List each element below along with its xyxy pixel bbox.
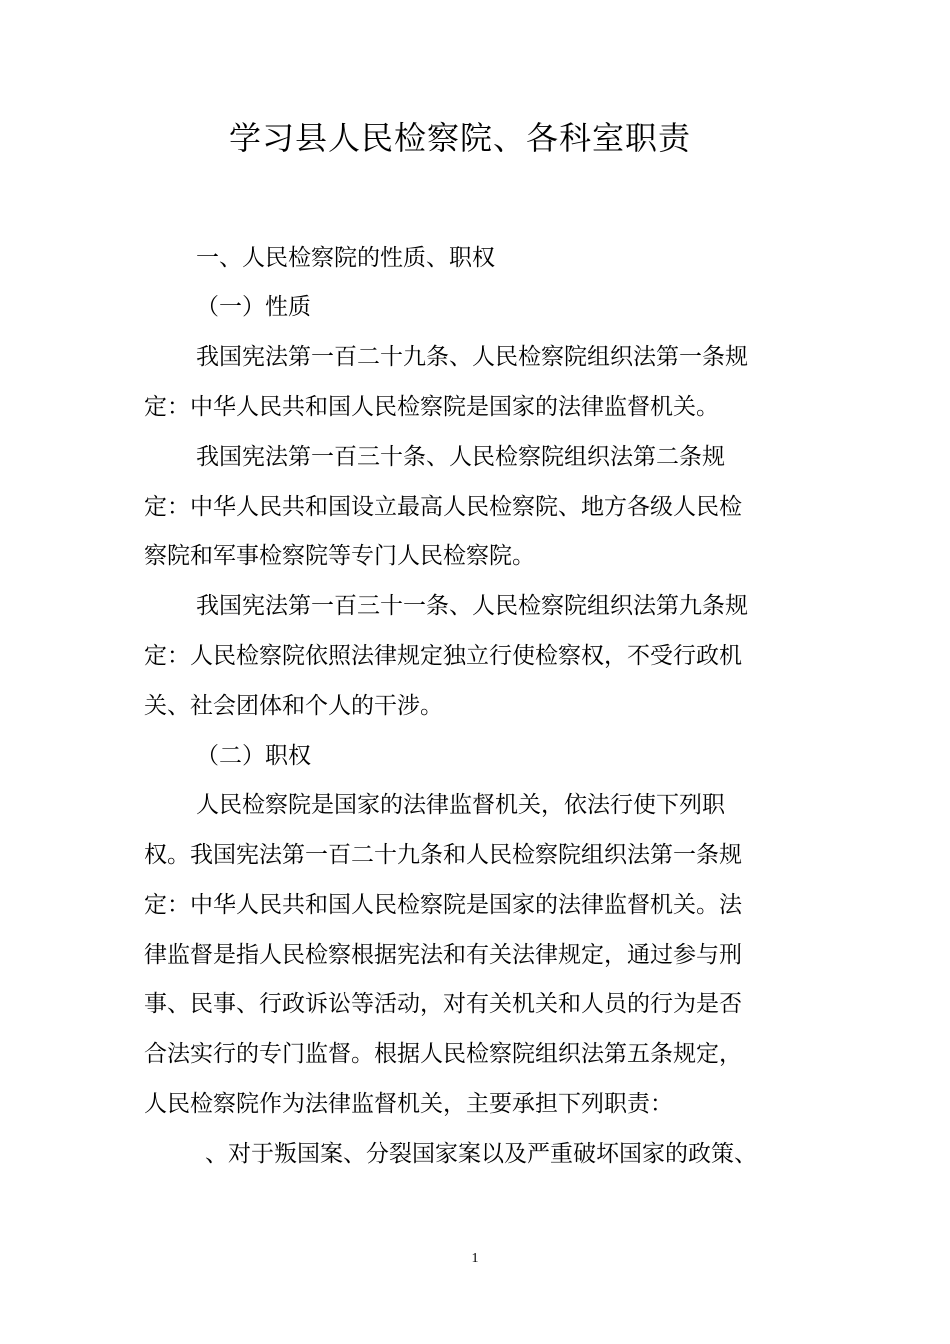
paragraph-line: 关、社会团体和个人的干涉。 [144,693,443,719]
paragraph-line: 事、民事、行政诉讼等活动，对有关机关和人员的行为是否 [144,991,742,1017]
section-heading: 一、人民检察院的性质、职权 [196,245,495,271]
paragraph-line: 定：人民检察院依照法律规定独立行使检察权，不受行政机 [144,643,742,669]
paragraph-line: 人民检察院作为法律监督机关，主要承担下列职责： [144,1091,673,1117]
paragraph-line: 定：中华人民共和国设立最高人民检察院、地方各级人民检 [144,494,742,520]
paragraph-line: 合法实行的专门监督。根据人民检察院组织法第五条规定， [144,1041,742,1067]
paragraph-line: 察院和军事检察院等专门人民检察院。 [144,543,535,569]
paragraph-line: 定：中华人民共和国人民检察院是国家的法律监督机关。 [144,394,719,420]
paragraph-line: 我国宪法第一百二十九条、人民检察院组织法第一条规 [196,344,748,370]
paragraph-line: 、对于叛国案、分裂国家案以及严重破坏国家的政策、 [205,1141,757,1167]
paragraph-line: 律监督是指人民检察根据宪法和有关法律规定，通过参与刑 [144,942,742,968]
subsection-heading: （二）职权 [196,743,311,769]
page-number: 1 [471,1251,479,1266]
paragraph-line: 我国宪法第一百三十一条、人民检察院组织法第九条规 [196,593,748,619]
document-title: 学习县人民检察院、各科室职责 [228,119,691,157]
subsection-heading: （一）性质 [196,294,311,320]
paragraph-line: 定：中华人民共和国人民检察院是国家的法律监督机关。法 [144,892,742,918]
paragraph-line: 权。我国宪法第一百二十九条和人民检察院组织法第一条规 [144,842,742,868]
paragraph-line: 我国宪法第一百三十条、人民检察院组织法第二条规 [196,444,725,470]
paragraph-line: 人民检察院是国家的法律监督机关，依法行使下列职 [196,792,725,818]
